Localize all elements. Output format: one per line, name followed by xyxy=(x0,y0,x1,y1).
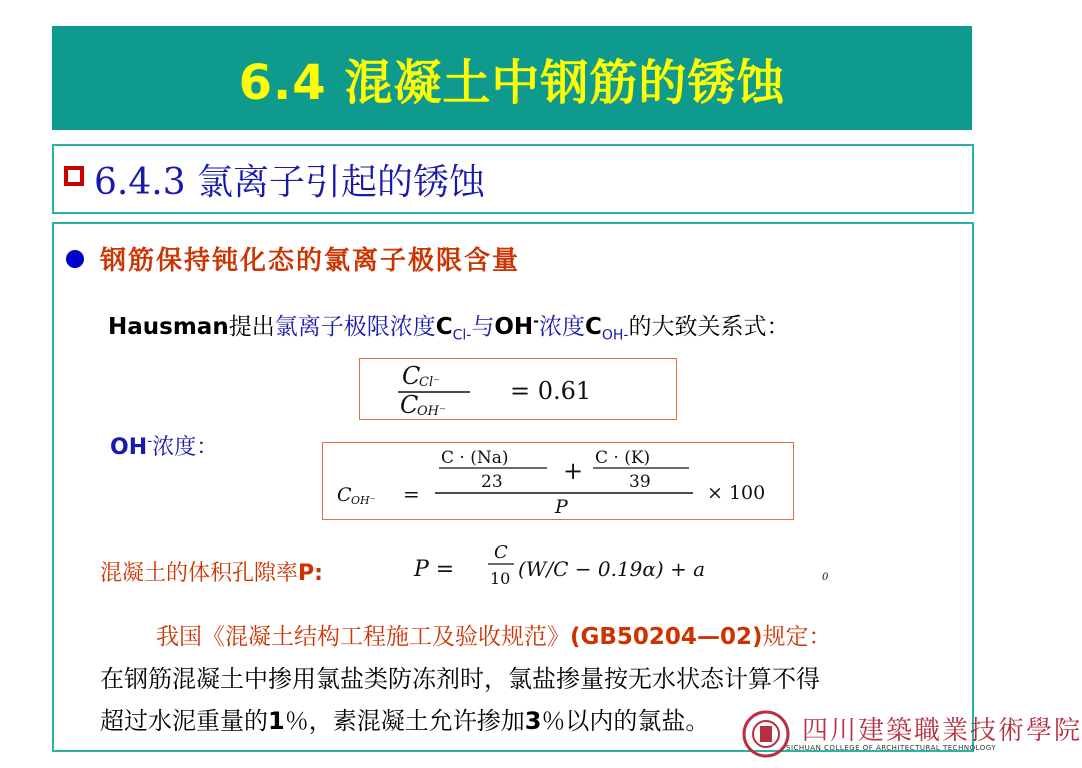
eq2-den: P xyxy=(555,496,568,518)
oh-label xyxy=(110,430,218,461)
square-bullet-icon xyxy=(64,166,84,186)
eq2-term2-den: 39 xyxy=(629,472,651,492)
equation-1-box xyxy=(359,358,677,420)
eq3-rest-sub: 0 xyxy=(822,572,829,583)
eq2-times: × 100 xyxy=(707,482,766,504)
text-segment: OH- xyxy=(601,327,629,344)
eq2-plus: + xyxy=(563,457,584,485)
text-segment: 浓度 xyxy=(538,314,585,340)
eq3-lhs: P = xyxy=(414,557,455,582)
text-segment: 的大致关系式： xyxy=(628,314,790,340)
porosity-var: P: xyxy=(298,561,323,586)
standard-name: 我国《混凝土结构工程施工及验收规范》 xyxy=(156,624,570,650)
porosity-label xyxy=(100,556,323,587)
eq2-term1-num: C · (Na) xyxy=(441,448,509,468)
text-segment: Cl- xyxy=(452,327,472,344)
text-segment: ％以内的氯盐。 xyxy=(541,707,710,735)
eq2-term1-den: 23 xyxy=(481,472,503,492)
eq2-lhs-sub: OH⁻ xyxy=(351,494,376,507)
text-segment: 超过水泥重量的 xyxy=(100,707,268,735)
text-segment: - xyxy=(533,313,539,330)
standard-rule: 规定： xyxy=(762,624,832,650)
subsection-box xyxy=(52,144,974,214)
college-name: 四川建築職業技術學院 xyxy=(802,716,1082,746)
eq2-lhs: C xyxy=(337,484,352,506)
eq1-den: C xyxy=(400,391,419,419)
eq2-equals: = xyxy=(403,482,420,506)
eq1-rhs: = 0.61 xyxy=(510,377,592,405)
oh-sup: - xyxy=(147,433,153,450)
college-logo xyxy=(740,706,1082,762)
eq1-num-sub: Cl⁻ xyxy=(419,375,440,390)
hausman-name: Hausman xyxy=(108,314,229,340)
eq3-frac-num: C xyxy=(494,542,508,563)
content-box xyxy=(52,222,974,752)
equation-1 xyxy=(360,359,676,419)
text-segment: ％，素混凝土允许掺加 xyxy=(284,707,525,735)
title-bar xyxy=(52,26,972,130)
hausman-line xyxy=(108,308,789,344)
content-heading: 钢筋保持钝化态的氯离子极限含量 xyxy=(100,246,521,276)
equation-2-box xyxy=(322,442,794,520)
body-line-1: 在钢筋混凝土中掺用氯盐类防冻剂时，氯盐掺量按无水状态计算不得 xyxy=(100,665,820,693)
round-bullet-icon xyxy=(66,250,84,268)
standard-code: (GB50204—02) xyxy=(570,624,763,650)
text-segment: 3 xyxy=(524,707,542,735)
text-segment: C xyxy=(584,314,602,340)
standard-line xyxy=(156,618,831,651)
text-segment: C xyxy=(435,314,453,340)
text-segment: 与 xyxy=(471,314,495,340)
porosity-text: 混凝土的体积孔隙率 xyxy=(100,561,299,586)
text-segment: 1 xyxy=(268,707,285,735)
subsection-title: 6.4.3 氯离子引起的锈蚀 xyxy=(94,162,486,203)
eq3-frac-den: 10 xyxy=(490,569,511,588)
text-segment: OH xyxy=(494,314,534,340)
eq1-den-sub: OH⁻ xyxy=(417,404,446,419)
eq2-term2-num: C · (K) xyxy=(595,448,651,468)
eq1-num: C xyxy=(402,362,421,390)
college-name-english: SICHUAN COLLEGE OF ARCHITECTURAL TECHNOLOGY xyxy=(786,744,997,752)
eq3-rest: (W/C − 0.19α) + a xyxy=(518,557,706,581)
equation-3 xyxy=(410,540,830,596)
oh-rest: 浓度： xyxy=(152,435,219,460)
text-segment: 氯离子极限浓度 xyxy=(274,314,436,340)
equation-2 xyxy=(323,443,793,519)
slide-title: 6.4 混凝土中钢筋的锈蚀 xyxy=(238,54,786,111)
oh-text: OH xyxy=(110,435,148,460)
text-segment: 提出 xyxy=(228,314,275,340)
